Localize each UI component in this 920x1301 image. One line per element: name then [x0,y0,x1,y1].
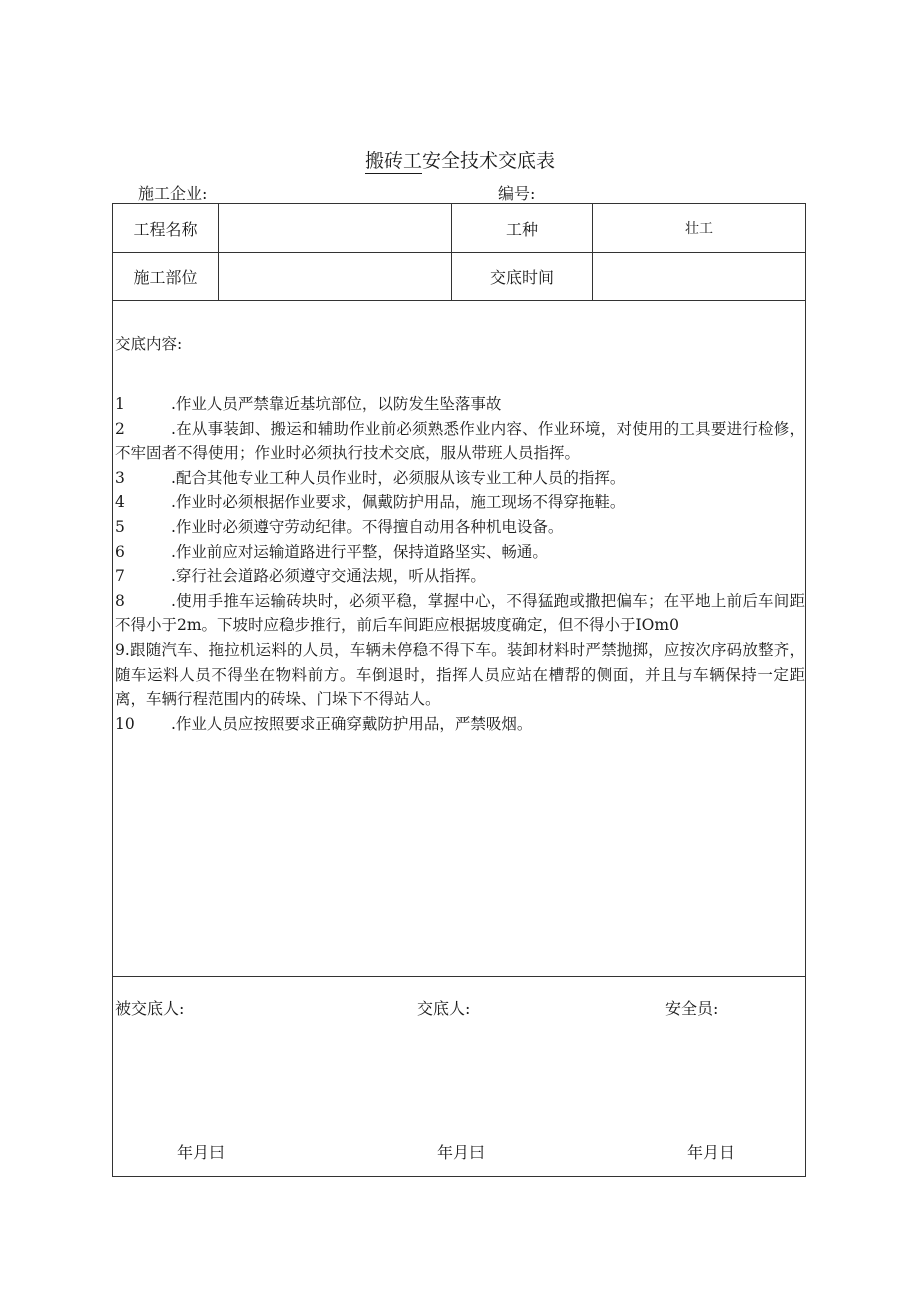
content-item [115,540,805,565]
item-text: .在从事装卸、搬运和辅助作业前必须熟悉作业内容、作业环境，对使用的工具要进行检修，不牢固者不得使用；作业时必须执行技术交底，服从带班人员指挥。 [115,419,805,463]
item-text: 9.跟随汽车、拖拉机运料的人员，车辆未停稳不得下车。装卸材料时严禁抛掷，应按次序码放整齐，随车运料人员不得坐在物料前方。车倒退时，指挥人员应站在槽帮的侧面，并且与车辆保持一定距离，车辆行程范围内的砖垛、门垛下不得站人。 [115,640,805,709]
recipient-label: 被交底人: [115,999,185,1018]
item-text: .穿行社会道路必须遵守交通法规，听从指挥。 [171,567,486,586]
content-item [115,490,805,515]
item-text: .作业人员严禁靠近基坑部位，以防发生坠落事故 [171,395,502,413]
content-item [115,466,805,491]
project-name-label: 工程名称 [133,219,198,239]
item-number: 2 [115,419,125,438]
content-item [115,417,805,466]
item-number: 10 [115,714,135,733]
item-number: 4 [115,493,125,512]
briefing-time-label: 交底时间 [489,268,554,287]
content-heading: 交底内容: [115,335,183,353]
item-text: .使用手推车运输砖块时，必须平稳，掌握中心，不得猛跑或撒把偏车；在平地上前后车间距不得小于2m。下坡时应稳步推行，前后车间距应根据坡度确定，但不得小于IOm0 [115,591,805,635]
site-part-value[interactable] [219,253,451,300]
content-item [115,712,805,737]
item-number: 7 [115,567,125,586]
site-part-label: 施工部位 [133,268,198,287]
page-title [0,146,920,173]
item-text: .作业人员应按照要求正确穿戴防护用品，严禁吸烟。 [171,714,533,733]
project-name-value[interactable] [219,204,451,252]
number-label: 编号: [498,184,536,203]
content-item [115,589,805,638]
briefing-time-value[interactable] [593,253,805,300]
item-text: .作业时必须遵守劳动纪律。不得擅自动用各种机电设备。 [171,517,564,536]
title-part-rest: 安全技术交底表 [422,150,556,172]
content-item [115,564,805,589]
item-text: .作业时必须根据作业要求，佩戴防护用品，施工现场不得穿拖鞋。 [171,493,626,512]
content-item [115,392,805,417]
item-number: 5 [115,517,125,536]
company-label: 施工企业: [138,184,208,203]
trade-value[interactable]: 壮工 [685,221,713,237]
item-number: 6 [115,542,125,561]
content-items [115,392,805,736]
item-text: .配合其他专业工种人员作业时，必须服从该专业工种人员的指挥。 [171,468,626,487]
safety-officer-date: 年月日 [687,1143,736,1162]
item-number: 8 [115,591,125,610]
briefer-date: 年月曰 [437,1143,486,1162]
row-divider-2 [113,300,805,301]
content-item [115,515,805,540]
trade-label: 工种 [505,219,538,239]
row-divider-3 [113,976,805,977]
briefing-form [112,203,806,1177]
title-part-underlined: 搬砖工 [364,150,422,172]
recipient-date: 年月曰 [177,1143,226,1162]
briefer-label: 交底人: [417,999,471,1018]
content-item [115,638,805,712]
item-text: .作业前应对运输道路进行平整，保持道路坚实、畅通。 [171,542,548,561]
safety-officer-label: 安全员: [665,999,719,1018]
item-number: 3 [115,468,125,487]
item-number: 1 [115,395,125,413]
